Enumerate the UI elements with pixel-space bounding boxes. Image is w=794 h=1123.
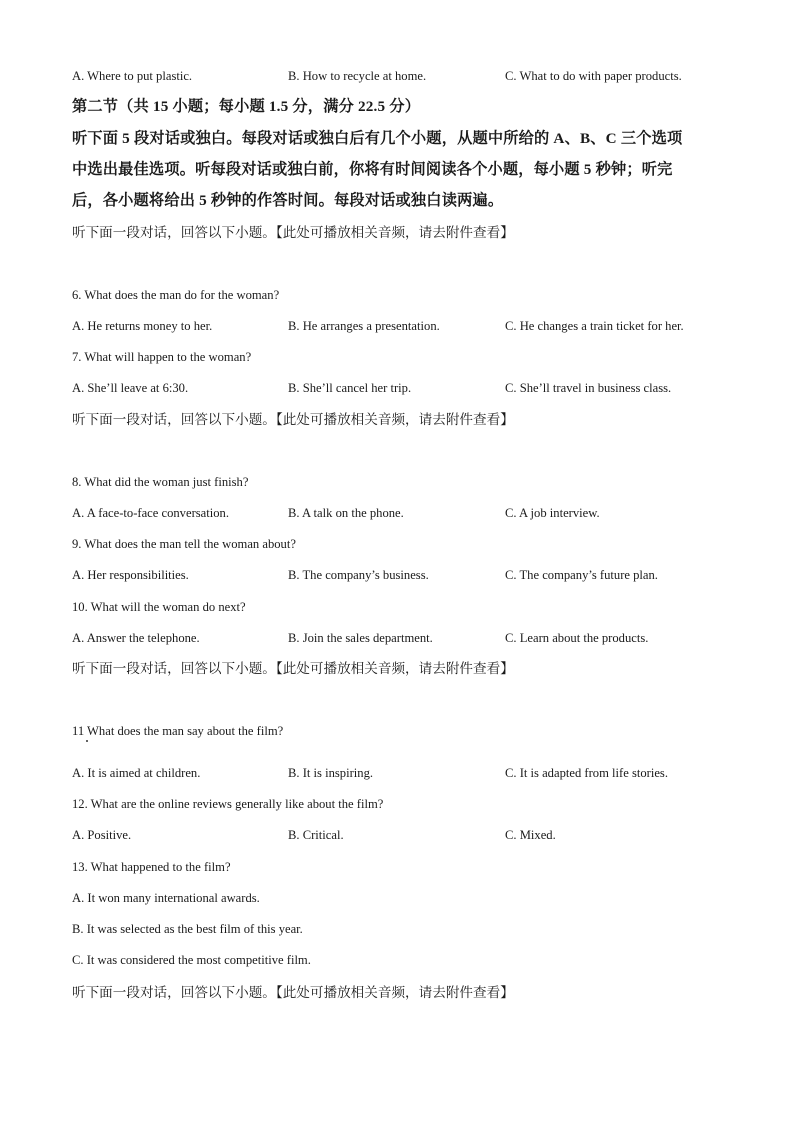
question-text: 7. What will happen to the woman? <box>72 350 252 364</box>
option-b: B. Critical. <box>288 828 344 842</box>
stray-dot <box>86 740 88 742</box>
option-a: A. A face-to-face conversation. <box>72 506 229 520</box>
option-c: C. He changes a train ticket for her. <box>505 319 684 333</box>
option-b: B. The company’s business. <box>288 568 429 582</box>
option-c: C. Mixed. <box>505 828 556 842</box>
question-text: 9. What does the man tell the woman about? <box>72 537 296 551</box>
option-b: B. She’ll cancel her trip. <box>288 381 412 395</box>
question-text: 6. What does the man do for the woman? <box>72 288 280 302</box>
option-a: A. It won many international awards. <box>72 891 260 905</box>
option-b: B. He arranges a presentation. <box>288 319 440 333</box>
listen-prompt: 听下面一段对话，回答以下小题。【此处可播放相关音频，请去附件查看】 <box>72 661 514 676</box>
listen-prompt: 听下面一段对话，回答以下小题。【此处可播放相关音频，请去附件查看】 <box>72 225 514 240</box>
section-instruction-line: 后，各小题将给出 5 秒钟的作答时间。每段对话或独白读两遍。 <box>72 192 504 209</box>
option-b: B. Join the sales department. <box>288 631 433 645</box>
option-a: A. Her responsibilities. <box>72 568 189 582</box>
option-b: B. How to recycle at home. <box>288 69 427 83</box>
option-a: A. Positive. <box>72 828 132 842</box>
option-c: C. She’ll travel in business class. <box>505 381 672 395</box>
option-a: A. She’ll leave at 6:30. <box>72 381 189 395</box>
option-b: B. It is inspiring. <box>288 766 374 780</box>
question-text: 8. What did the woman just finish? <box>72 475 249 489</box>
question-text: 11 What does the man say about the film? <box>72 724 284 738</box>
option-c: C. It is adapted from life stories. <box>505 766 668 780</box>
option-c: C. What to do with paper products. <box>505 69 682 83</box>
question-text: 13. What happened to the film? <box>72 860 231 874</box>
option-c: C. Learn about the products. <box>505 631 649 645</box>
option-c: C. The company’s future plan. <box>505 568 658 582</box>
option-b: B. A talk on the phone. <box>288 506 404 520</box>
listen-prompt: 听下面一段对话，回答以下小题。【此处可播放相关音频，请去附件查看】 <box>72 412 514 427</box>
option-b: B. It was selected as the best film of this year. <box>72 922 303 936</box>
option-a: A. Answer the telephone. <box>72 631 200 645</box>
section-instruction-line: 听下面 5 段对话或独白。每段对话或独白后有几个小题，从题中所给的 A、B、C 三个选项 <box>72 130 683 147</box>
section-title: 第二节（共 15 小题；每小题 1.5 分，满分 22.5 分） <box>72 98 421 115</box>
section-instruction-line: 中选出最佳选项。听每段对话或独白前，你将有时间阅读各个小题，每小题 5 秒钟；听完 <box>72 161 673 178</box>
option-a: A. He returns money to her. <box>72 319 213 333</box>
option-a: A. It is aimed at children. <box>72 766 201 780</box>
question-text: 12. What are the online reviews generally like about the film? <box>72 797 384 811</box>
listen-prompt: 听下面一段对话，回答以下小题。【此处可播放相关音频，请去附件查看】 <box>72 985 514 1000</box>
option-c: C. It was considered the most competitive film. <box>72 953 311 967</box>
option-a: A. Where to put plastic. <box>72 69 193 83</box>
option-c: C. A job interview. <box>505 506 600 520</box>
question-text: 10. What will the woman do next? <box>72 600 246 614</box>
